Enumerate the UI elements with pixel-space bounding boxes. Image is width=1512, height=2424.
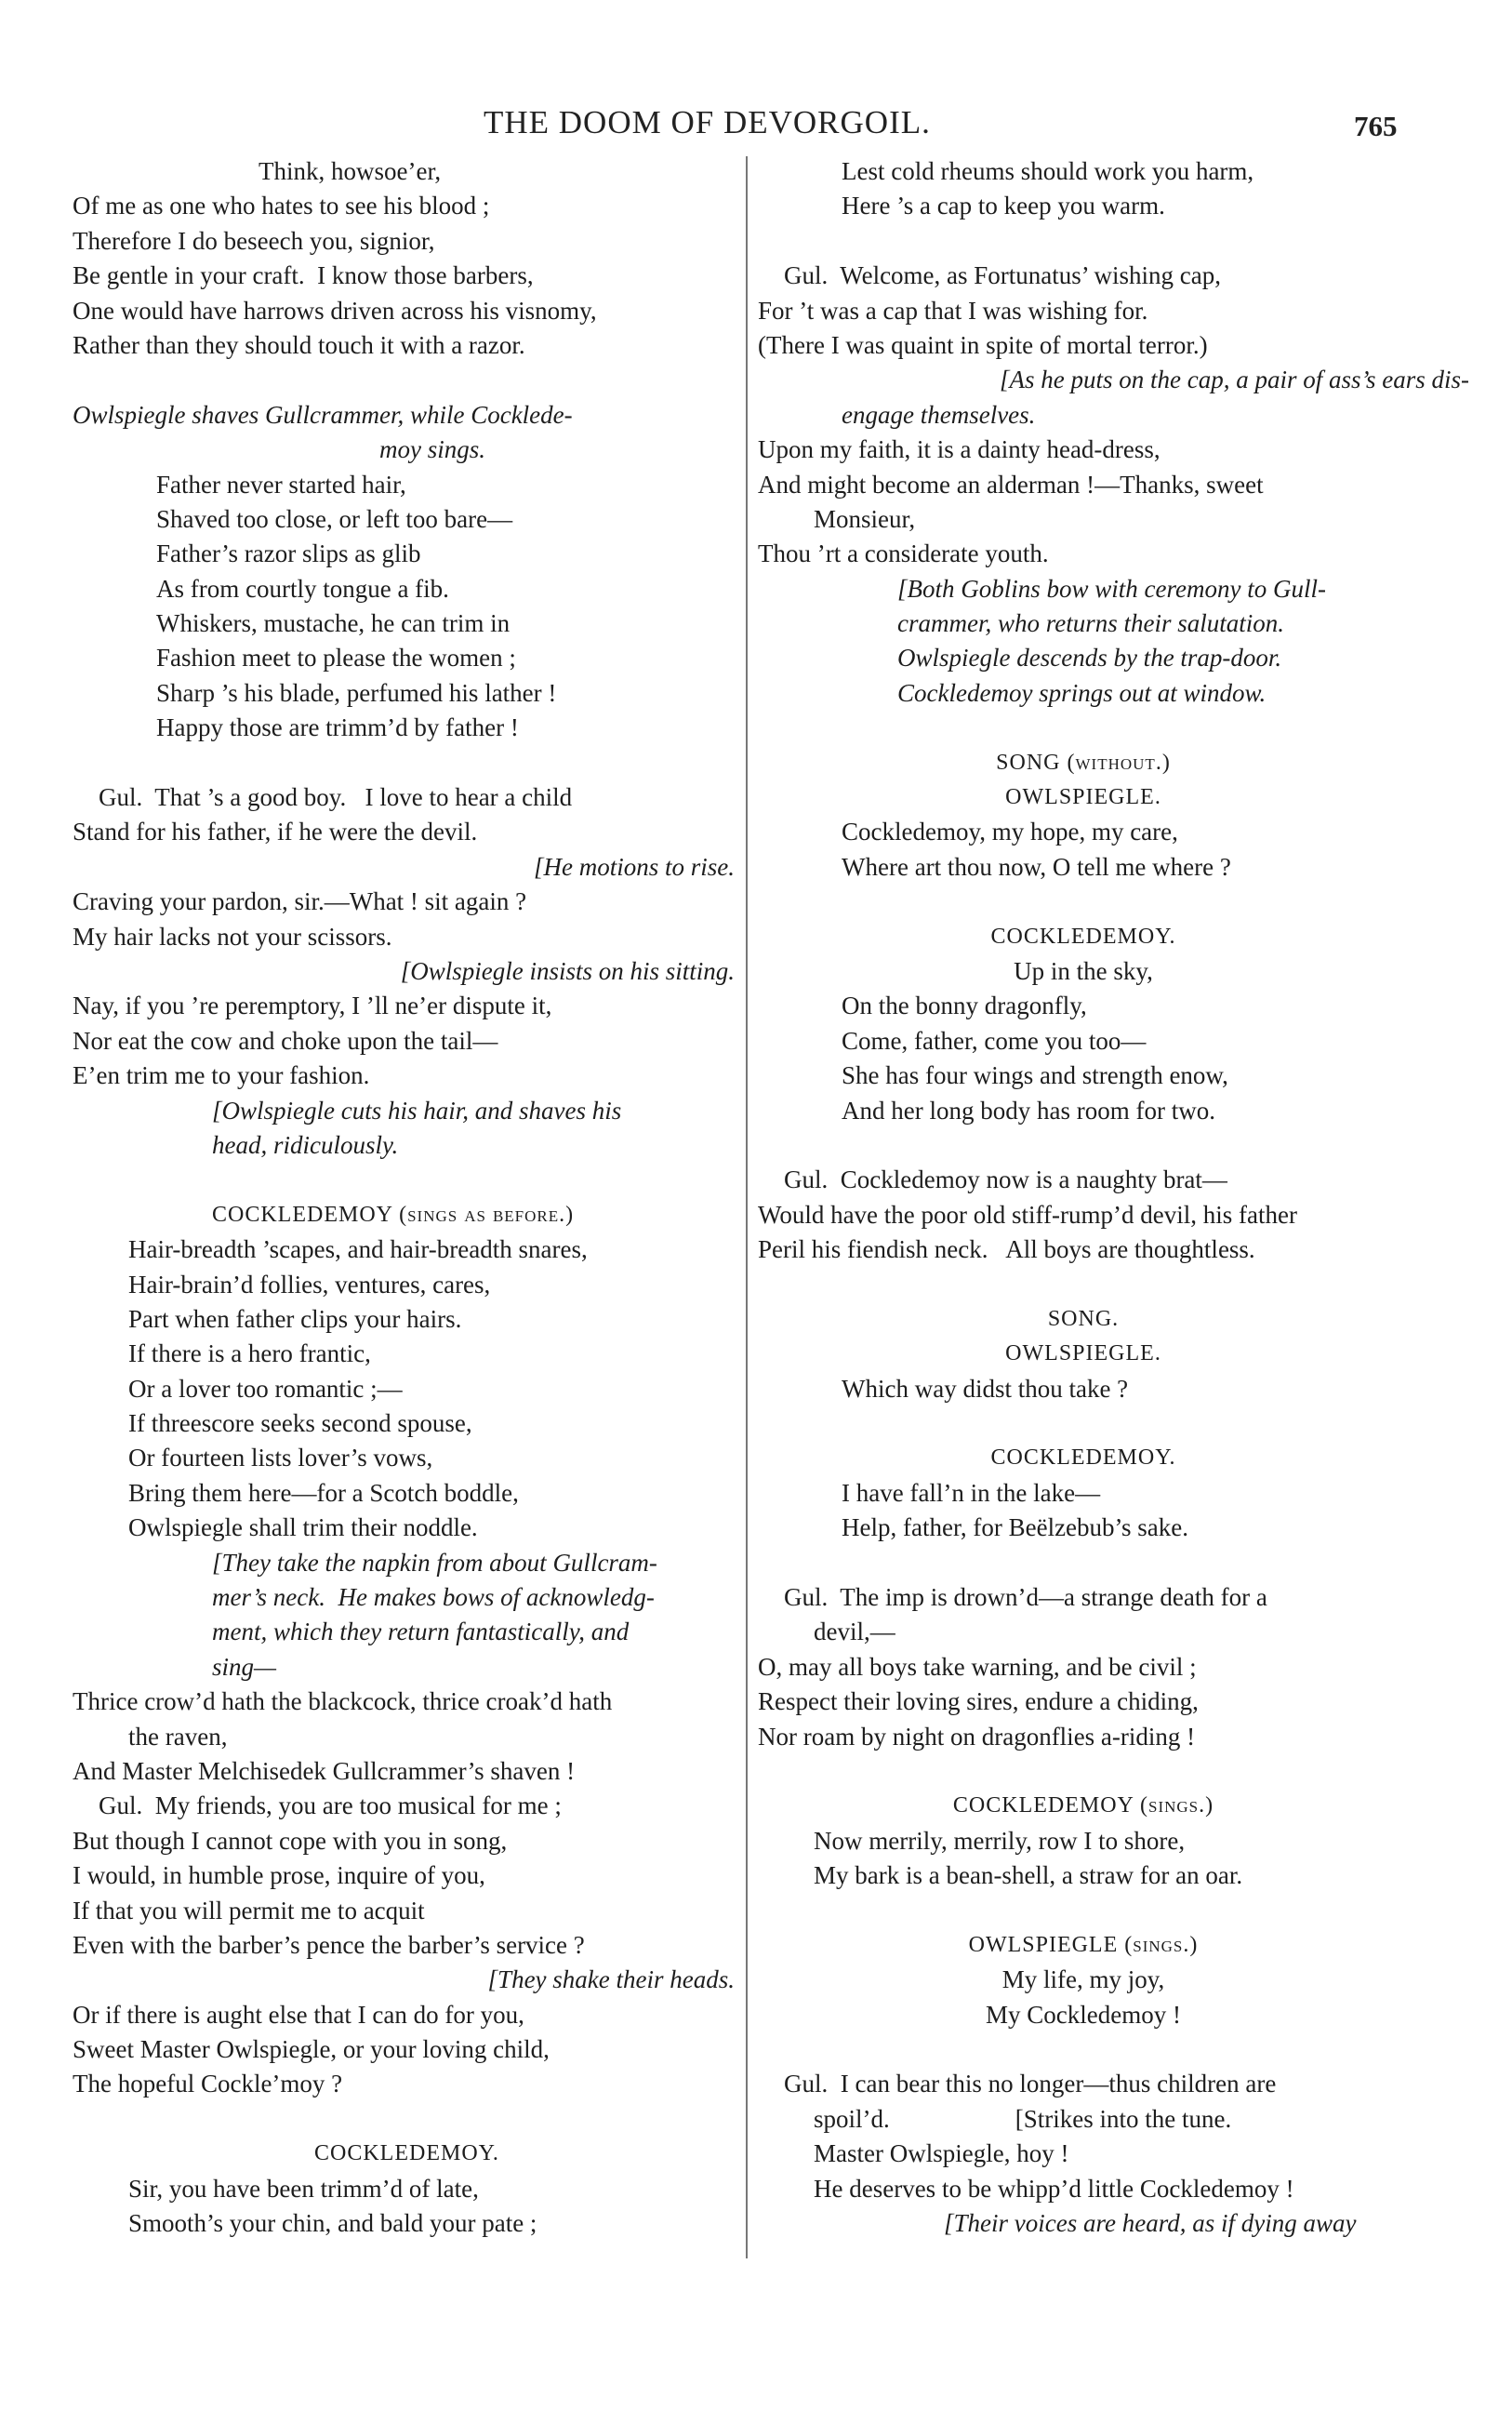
text-line: Now merrily, merrily, row I to shore,	[814, 1826, 1186, 1855]
text-line: Father’s razor slips as glib	[156, 539, 421, 568]
text-line: Where art thou now, O tell me where ?	[842, 852, 1231, 881]
text-line: But though I cannot cope with you in song,	[73, 1826, 508, 1855]
text-line: [As he puts on the cap, a pair of ass’s ears dis-	[1000, 366, 1470, 394]
text-line: [Owlspiegle cuts his hair, and shaves his	[212, 1096, 622, 1125]
right-column	[758, 154, 1470, 2241]
blank-line	[73, 2102, 735, 2137]
text-line: Gul. Welcome, as Fortunatus’ wishing cap,	[784, 261, 1221, 290]
text-line: (There I was quaint in spite of mortal terror.)	[758, 330, 1208, 359]
blank-line	[758, 711, 1409, 745]
text-line: On the bonny dragonfly,	[842, 992, 1087, 1020]
text-line: Up in the sky,	[1014, 956, 1153, 985]
text-line: Gul. I can bear this no longer—thus children are	[784, 2070, 1277, 2098]
text-line: OWLSPIEGLE.	[1005, 785, 1161, 810]
text-line: Sir, you have been trimm’d of late,	[128, 2174, 479, 2203]
text-line: Thou ’rt a considerate youth.	[758, 539, 1049, 568]
text-line: engage themselves.	[842, 400, 1036, 429]
blank-line	[758, 1894, 1409, 1928]
text-line: spoil’d. [Strikes into the tune.	[814, 2104, 1232, 2133]
text-line: moy sings.	[379, 435, 485, 464]
blank-line	[758, 1406, 1409, 1441]
blank-line	[758, 1546, 1409, 1580]
text-line: Craving your pardon, sir.—What ! sit again ?	[73, 887, 527, 916]
text-line: crammer, who returns their salutation.	[897, 609, 1285, 638]
text-line: SONG.	[1047, 1306, 1120, 1331]
text-line: And her long body has room for two.	[842, 1096, 1215, 1125]
text-line: COCKLEDEMOY.	[990, 924, 1176, 949]
text-line: OWLSPIEGLE.	[1005, 1341, 1161, 1366]
text-line: Gul. Cockledemoy now is a naughty brat—	[784, 1165, 1227, 1194]
blank-line	[73, 746, 735, 780]
text-line: Father never started hair,	[156, 470, 406, 499]
text-line: Therefore I do beseech you, signior,	[73, 226, 435, 255]
blank-line	[758, 1128, 1409, 1163]
text-line: Gul. The imp is drown’d—a strange death for a	[784, 1583, 1267, 1612]
text-line: SONG (without.)	[996, 750, 1171, 775]
text-line: Whiskers, mustache, he can trim in	[156, 609, 511, 638]
text-line: If that you will permit me to acquit	[73, 1896, 425, 1925]
text-line: Smooth’s your chin, and bald your pate ;	[128, 2209, 537, 2238]
left-column	[73, 154, 735, 2241]
text-line: Shaved too close, or left too bare—	[156, 504, 513, 533]
text-line: Would have the poor old stiff-rump’d devil, his father	[758, 1200, 1297, 1229]
text-line: Upon my faith, it is a dainty head-dress,	[758, 435, 1161, 464]
text-line: She has four wings and strength enow,	[842, 1061, 1228, 1090]
text-line: Lest cold rheums should work you harm,	[842, 157, 1254, 185]
text-line: My Cockledemoy !	[986, 2000, 1181, 2029]
page-header	[0, 104, 1512, 151]
text-line: Hair-brain’d follies, ventures, cares,	[128, 1270, 491, 1299]
text-line: [Their voices are heard, as if dying away	[944, 2209, 1357, 2238]
text-line: head, ridiculously.	[212, 1130, 399, 1159]
text-line: Owlspiegle shall trim their noddle.	[128, 1513, 478, 1542]
text-line: [He motions to rise.	[534, 852, 735, 881]
blank-line	[758, 1268, 1409, 1302]
text-line: Owlspiegle shaves Gullcrammer, while Cocklede-	[73, 400, 573, 429]
text-line: Of me as one who hates to see his blood ;	[73, 192, 490, 220]
text-line: Respect their loving sires, endure a chiding,	[758, 1687, 1199, 1716]
text-line: Sharp ’s his blade, perfumed his lather !	[156, 678, 557, 707]
blank-line	[758, 1754, 1409, 1789]
text-line: Cockledemoy, my hope, my care,	[842, 818, 1178, 846]
text-line: Fashion meet to please the women ;	[156, 644, 516, 673]
blank-line	[758, 2032, 1409, 2067]
text-line: OWLSPIEGLE (sings.)	[968, 1932, 1199, 1957]
text-line: Part when father clips your hairs.	[128, 1304, 462, 1333]
text-line: COCKLEDEMOY.	[314, 2141, 499, 2166]
text-line: Nor roam by night on dragonflies a-riding !	[758, 1722, 1196, 1751]
text-line: Or a lover too romantic ;—	[128, 1374, 403, 1403]
text-line: Or if there is aught else that I can do for you,	[73, 2000, 524, 2029]
text-line: devil,—	[814, 1618, 895, 1646]
text-line: Thrice crow’d hath the blackcock, thrice croak’d hath	[73, 1687, 613, 1716]
text-line: Bring them here—for a Scotch boddle,	[128, 1478, 519, 1507]
text-line: [They take the napkin from about Gullcram-	[212, 1548, 657, 1577]
text-line: Owlspiegle descends by the trap-door.	[897, 644, 1282, 673]
text-line: Hair-breadth ’scapes, and hair-breadth snares,	[128, 1235, 588, 1264]
text-line: Which way didst thou take ?	[842, 1374, 1129, 1403]
blank-line	[758, 224, 1409, 259]
text-line: the raven,	[128, 1722, 228, 1751]
text-line: Rather than they should touch it with a razor.	[73, 330, 525, 359]
text-line: For ’t was a cap that I was wishing for.	[758, 296, 1148, 325]
text-line: COCKLEDEMOY.	[990, 1445, 1176, 1471]
text-line: Help, father, for Beëlzebub’s sake.	[842, 1513, 1189, 1542]
text-line: E’en trim me to your fashion.	[73, 1061, 370, 1090]
text-line: Or fourteen lists lover’s vows,	[128, 1444, 433, 1472]
text-line: My hair lacks not your scissors.	[73, 922, 392, 951]
text-line: If threescore seeks second spouse,	[128, 1409, 472, 1438]
text-line: ment, which they return fantastically, and	[212, 1618, 630, 1646]
text-line: The hopeful Cockle’moy ?	[73, 2070, 343, 2098]
text-line: sing—	[212, 1652, 277, 1681]
text-line: Gul. That ’s a good boy. I love to hear a child	[99, 783, 573, 812]
text-line: O, may all boys take warning, and be civil ;	[758, 1652, 1197, 1681]
text-line: Nay, if you ’re peremptory, I ’ll ne’er dispute it,	[73, 992, 552, 1020]
text-line: As from courtly tongue a fib.	[156, 574, 449, 603]
text-line: [They shake their heads.	[487, 1965, 735, 1994]
text-line: Peril his fiendish neck. All boys are thoughtless.	[758, 1235, 1255, 1264]
text-line: COCKLEDEMOY (sings.)	[952, 1793, 1214, 1818]
page-number: 765	[1354, 110, 1398, 142]
text-line: Come, father, come you too—	[842, 1026, 1147, 1055]
blank-line	[73, 1163, 735, 1197]
text-line: [Both Goblins bow with ceremony to Gull-	[897, 574, 1326, 603]
text-line: mer’s neck. He makes bows of acknowledg-	[212, 1583, 655, 1612]
text-line: Master Owlspiegle, hoy !	[814, 2139, 1069, 2168]
text-line: Be gentle in your craft. I know those barbers,	[73, 261, 534, 290]
text-line: COCKLEDEMOY (sings as before.)	[212, 1202, 575, 1227]
text-line: Even with the barber’s pence the barber’s service ?	[73, 1930, 585, 1959]
text-line: Stand for his father, if he were the devil.	[73, 818, 478, 846]
text-line: My bark is a bean-shell, a straw for an oar.	[814, 1861, 1243, 1890]
text-line: Gul. My friends, you are too musical for me ;	[99, 1791, 562, 1820]
blank-line	[73, 363, 735, 397]
text-line: And Master Melchisedek Gullcrammer’s shaven !	[73, 1756, 576, 1785]
blank-line	[758, 885, 1409, 919]
text-line: Here ’s a cap to keep you warm.	[842, 192, 1165, 220]
text-line: If there is a hero frantic,	[128, 1339, 371, 1368]
text-line: [Owlspiegle insists on his sitting.	[400, 956, 735, 985]
text-line: I would, in humble prose, inquire of you,	[73, 1861, 485, 1890]
text-line: Think, howsoe’er,	[259, 157, 442, 185]
column-divider	[746, 156, 748, 2258]
text-line: Nor eat the cow and choke upon the tail—	[73, 1026, 498, 1055]
text-line: Monsieur,	[814, 504, 916, 533]
running-title: THE DOOM OF DEVORGOIL.	[484, 104, 931, 140]
text-line: Cockledemoy springs out at window.	[897, 678, 1267, 707]
text-line: Happy those are trimm’d by father !	[156, 713, 519, 742]
text-line: My life, my joy,	[1001, 1965, 1165, 1994]
text-line: One would have harrows driven across his visnomy,	[73, 296, 597, 325]
text-line: And might become an alderman !—Thanks, sweet	[758, 470, 1264, 499]
text-line: Sweet Master Owlspiegle, or your loving child,	[73, 2035, 550, 2064]
text-line: I have fall’n in the lake—	[842, 1478, 1101, 1507]
text-line: He deserves to be whipp’d little Cockledemoy !	[814, 2174, 1294, 2203]
